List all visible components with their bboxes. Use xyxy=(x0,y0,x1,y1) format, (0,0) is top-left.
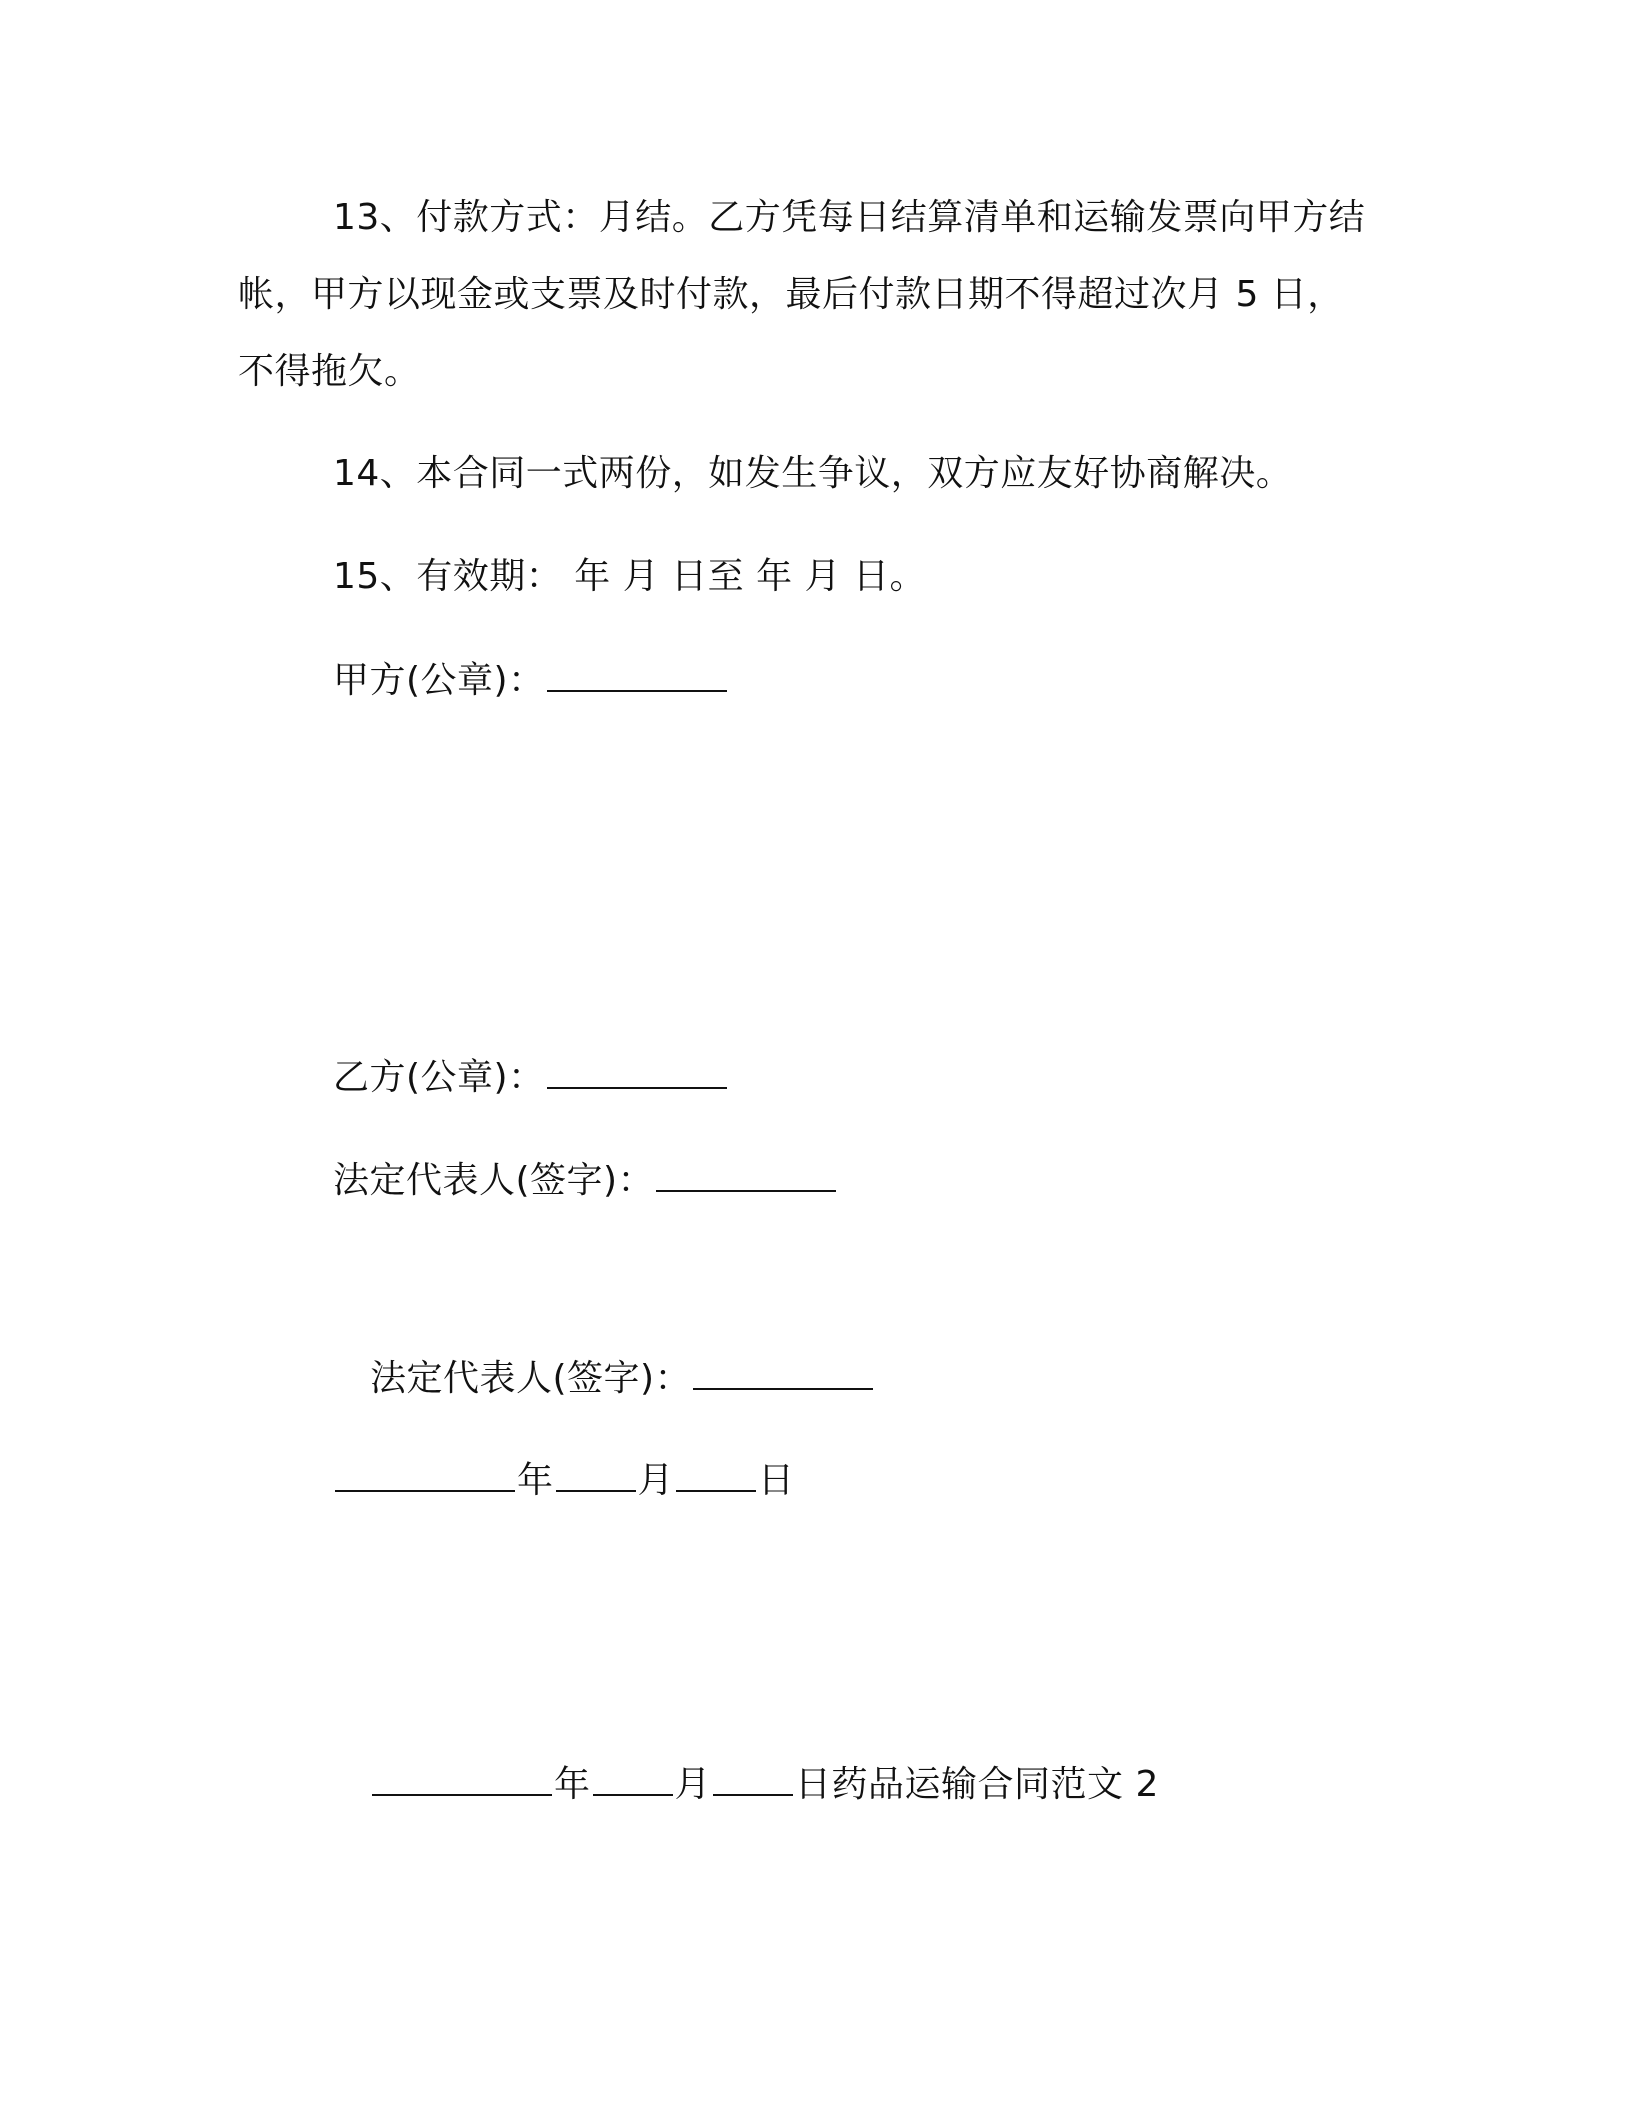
date-1-day-label: 日 xyxy=(758,1460,795,1501)
date-2-day-blank xyxy=(713,1762,793,1796)
date-row-1 xyxy=(333,1458,795,1503)
legal-rep-label-2: 法定代表人(签字)： xyxy=(370,1358,692,1399)
legal-rep-blank-2 xyxy=(693,1356,873,1390)
party-a-seal-row xyxy=(333,658,729,703)
date-1-month-label: 月 xyxy=(637,1460,675,1501)
party-a-seal-label: 甲方(公章)： xyxy=(333,660,545,701)
clause-15: 15、有效期： 年 月 日至 年 月 日。 xyxy=(333,556,926,597)
legal-rep-row-1 xyxy=(333,1158,838,1203)
date-2-day-label: 日 xyxy=(795,1764,832,1805)
party-a-seal-blank xyxy=(547,658,727,692)
date-1-month-blank xyxy=(556,1458,636,1492)
clause-13-line-3: 不得拖欠。 xyxy=(238,351,421,392)
clause-13-line-2: 帐，甲方以现金或支票及时付款，最后付款日期不得超过次月 5 日， xyxy=(238,274,1344,315)
date-2-month-blank xyxy=(593,1762,673,1796)
clause-13-line-1: 13、付款方式：月结。乙方凭每日结算清单和运输发票向甲方结 xyxy=(333,197,1366,238)
legal-rep-blank-1 xyxy=(656,1158,836,1192)
date-2-year-blank xyxy=(372,1762,552,1796)
party-b-seal-label: 乙方(公章)： xyxy=(333,1057,545,1098)
date-2-year-label: 年 xyxy=(554,1764,591,1805)
party-b-seal-blank xyxy=(547,1055,727,1089)
legal-rep-label-1: 法定代表人(签字)： xyxy=(333,1160,655,1201)
party-b-seal-row xyxy=(333,1055,729,1100)
date-row-2 xyxy=(370,1762,1159,1807)
next-document-title: 药品运输合同范文 2 xyxy=(831,1764,1159,1805)
date-1-year-blank xyxy=(335,1458,515,1492)
clause-14: 14、本合同一式两份，如发生争议，双方应友好协商解决。 xyxy=(333,453,1293,494)
date-1-day-blank xyxy=(676,1458,756,1492)
legal-rep-row-2 xyxy=(370,1356,875,1401)
date-1-year-label: 年 xyxy=(517,1460,554,1501)
date-2-month-label: 月 xyxy=(674,1764,712,1805)
